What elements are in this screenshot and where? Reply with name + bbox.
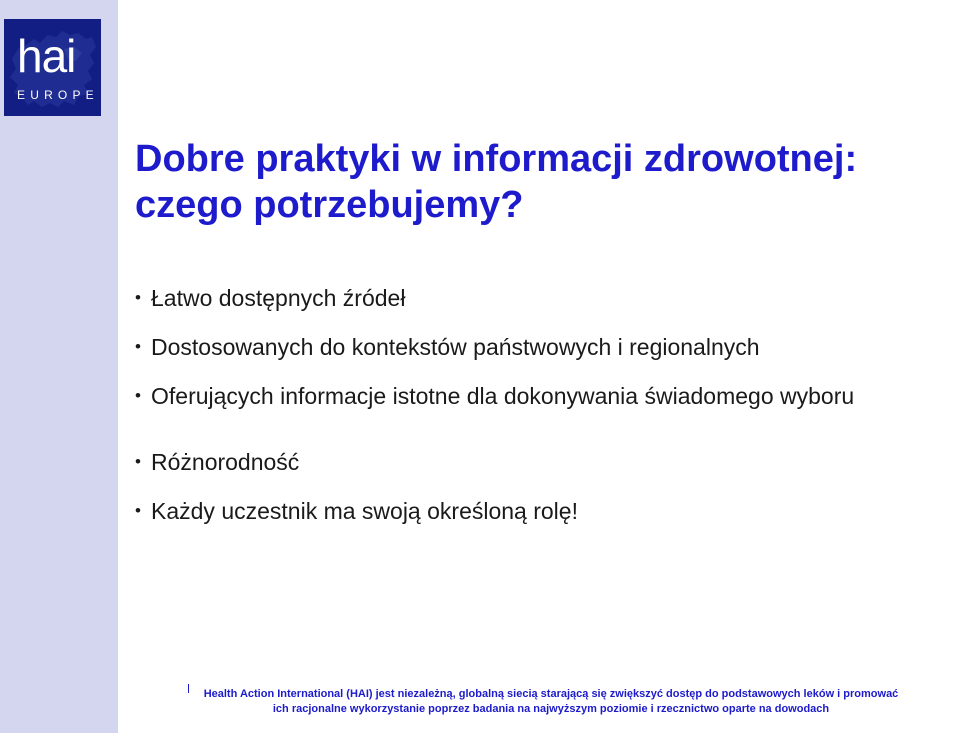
hai-europe-logo bbox=[4, 19, 101, 116]
slide-title-line-1: Dobre praktyki w informacji zdrowotnej: bbox=[135, 138, 858, 180]
footer-line-1: Health Action International (HAI) jest niezależną, globalną siecią starającą się zwiększyć dostęp do podstawowych leków i promować bbox=[203, 688, 899, 700]
footer-marker bbox=[188, 684, 189, 693]
logo-subtitle: EUROPE bbox=[17, 88, 99, 102]
bullet-item: • Różnorodność bbox=[135, 446, 950, 478]
slide-title bbox=[135, 136, 950, 228]
bullet-item: • Łatwo dostępnych źródeł bbox=[135, 282, 950, 314]
bullet-item: • Każdy uczestnik ma swoją określoną rolę! bbox=[135, 495, 950, 527]
bullet-item: • Oferujących informacje istotne dla dokonywania świadomego wyboru bbox=[135, 380, 911, 412]
logo-word: hai bbox=[17, 30, 76, 82]
bullet-item: • Dostosowanych do kontekstów państwowych i regionalnych bbox=[135, 331, 950, 363]
bullet-list bbox=[135, 282, 950, 544]
footer-text bbox=[196, 687, 906, 717]
slide-title-line-2: czego potrzebujemy? bbox=[135, 184, 524, 226]
footer-line-2: ich racjonalne wykorzystanie poprzez badania na najwyższym poziomie i rzecznictwo oparte na dowodach bbox=[272, 703, 830, 715]
